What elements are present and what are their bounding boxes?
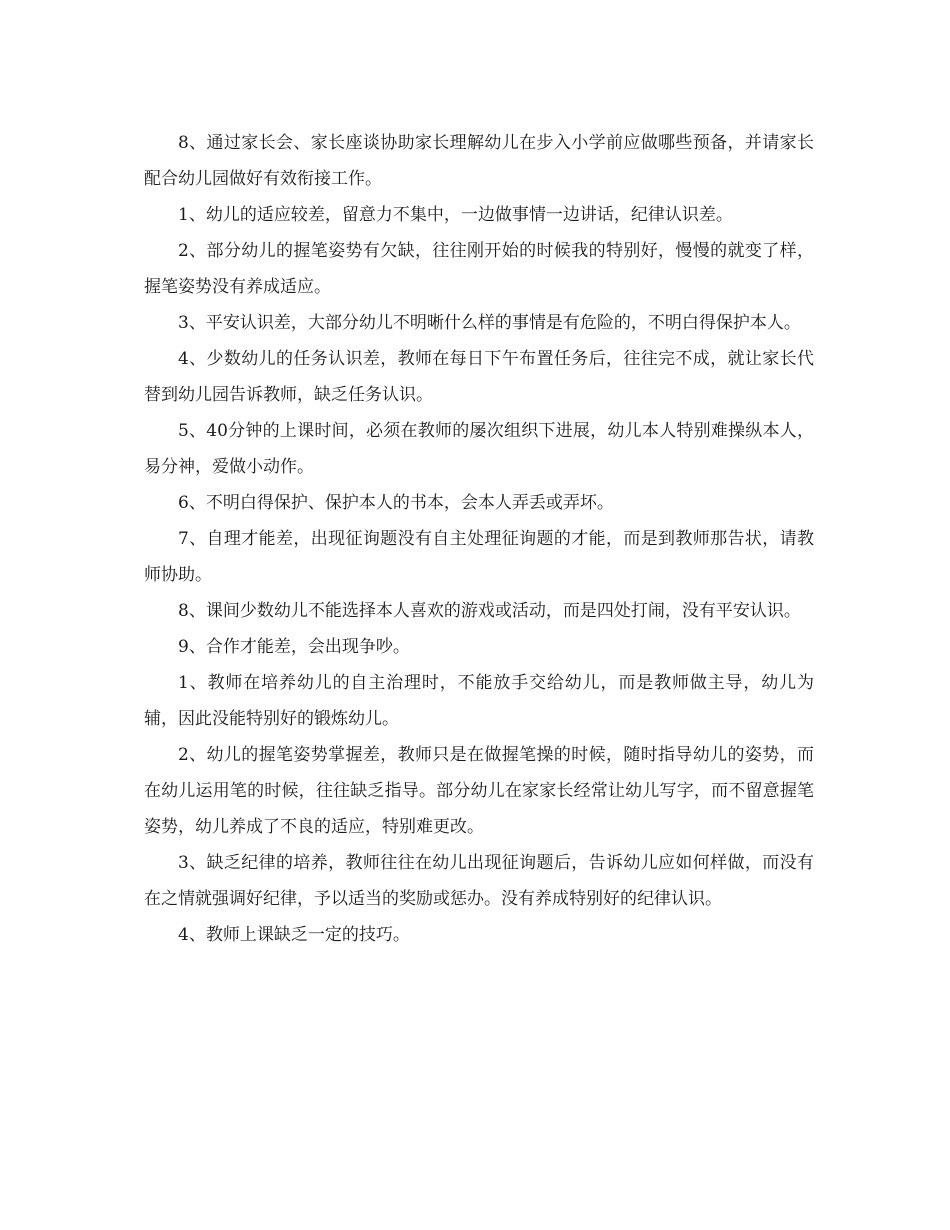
paragraph: 3、平安认识差，大部分幼儿不明晰什么样的事情是有危险的，不明白得保护本人。 [178,313,801,333]
paragraph: 9、合作才能差，会出现争吵。 [178,637,410,657]
paragraph: 2、幼儿的握笔姿势掌握差，教师只是在做握笔操的时候，随时指导幼儿的姿势，而在幼儿运用笔的时候，往往缺乏指导。部分幼儿在家家长经常让幼儿写字，而不留意握笔姿势，幼儿养成了不良的适应，特别难更改。 [144,745,814,837]
paragraph: 1、教师在培养幼儿的自主治理时，不能放手交给幼儿，而是教师做主导，幼儿为辅，因此没能特别好的锻炼幼儿。 [144,673,814,729]
document-body [144,125,814,953]
paragraph: 5、40分钟的上课时间，必须在教师的屡次组织下进展，幼儿本人特别难操纵本人，易分神，爱做小动作。 [144,421,814,477]
paragraph: 1、幼儿的适应较差，留意力不集中，一边做事情一边讲话，纪律认识差。 [178,205,733,225]
paragraph: 4、教师上课缺乏一定的技巧。 [178,925,410,945]
paragraph: 7、自理才能差，出现征询题没有自主处理征询题的才能，而是到教师那告状，请教师协助。 [144,529,814,585]
paragraph: 3、缺乏纪律的培养，教师往往在幼儿出现征询题后，告诉幼儿应如何样做，而没有在之情就强调好纪律，予以适当的奖励或惩办。没有养成特别好的纪律认识。 [144,853,814,909]
paragraph: 6、不明白得保护、保护本人的书本，会本人弄丢或弄坏。 [178,493,614,513]
paragraph: 2、部分幼儿的握笔姿势有欠缺，往往刚开始的时候我的特别好，慢慢的就变了样，握笔姿势没有养成适应。 [144,241,814,297]
paragraph: 8、通过家长会、家长座谈协助家长理解幼儿在步入小学前应做哪些预备，并请家长配合幼儿园做好有效衔接工作。 [144,133,814,189]
paragraph: 4、少数幼儿的任务认识差，教师在每日下午布置任务后，往往完不成，就让家长代替到幼儿园告诉教师，缺乏任务认识。 [144,349,814,405]
paragraph: 8、课间少数幼儿不能选择本人喜欢的游戏或活动，而是四处打闹，没有平安认识。 [178,601,801,621]
